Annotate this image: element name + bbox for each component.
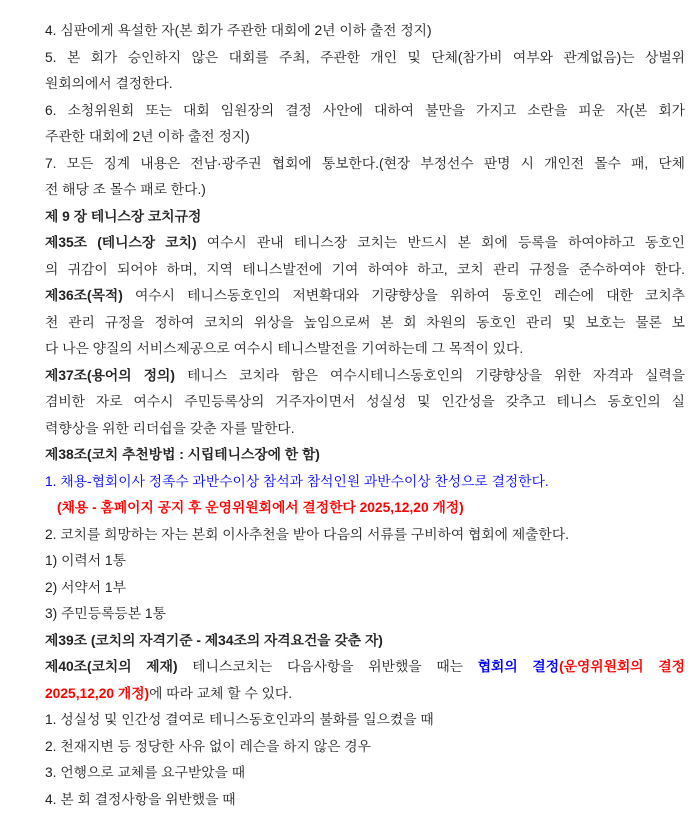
text-line <box>45 548 685 575</box>
text-segment: 4. 심판에게 욕설한 자(본 회가 주관한 대회에 2년 이하 출전 정지) <box>45 23 432 38</box>
text-segment: 여수시 테니스동호인의 저변확대와 기량향상을 위하여 동호인 레슨에 대한 코치추 <box>134 288 685 303</box>
text-segment: 2025,12,20 개정) <box>45 685 150 701</box>
text-segment: 천 관리 규정을 정하여 코치의 위상을 높임으로써 본 회 차원의 동호인 관리 및 보호는 물론 보 <box>45 314 685 330</box>
text-segment: 겸비한 자로 여수시 주민등록상의 거주자이면서 성실성 및 인간성을 갖추고 테니스 동호인의 실 <box>45 394 685 409</box>
text-segment: 협회의 결정 <box>477 659 560 674</box>
text-line <box>45 71 685 98</box>
text-line <box>45 257 685 284</box>
text-line <box>45 469 685 496</box>
text-line <box>45 787 685 814</box>
text-segment: (운영위원회의 결정 <box>559 659 685 674</box>
text-line <box>45 522 685 549</box>
text-line <box>45 124 685 151</box>
text-segment: 여수시 관내 테니스장 코치는 반드시 본 회에 등록을 하여야하고 동호인 <box>206 235 685 250</box>
text-line <box>45 442 685 469</box>
text-line <box>45 654 685 681</box>
text-segment: 테니스코치는 다음사항을 위반했을 때는 <box>192 659 478 674</box>
text-segment: 테니스 코치라 함은 여수시테니스동호인의 기량향상을 위한 자격과 실력을 <box>187 367 685 383</box>
text-line <box>45 601 685 628</box>
text-line <box>45 98 685 125</box>
text-segment: 전 해당 조 몰수 패로 한다.) <box>45 182 206 197</box>
text-line <box>45 177 685 204</box>
text-line <box>45 389 685 416</box>
document-body <box>45 18 685 813</box>
text-line <box>45 707 685 734</box>
text-line <box>45 151 685 178</box>
text-segment: 2. 코치를 희망하는 자는 본회 이사추천을 받아 다음의 서류를 구비하여 협회에 제출한다. <box>45 526 569 542</box>
text-segment: 원회의에서 결정한다. <box>45 76 173 91</box>
text-line <box>45 336 685 363</box>
text-segment: 력향상을 위한 리더쉽을 갖춘 자를 말한다. <box>45 420 295 436</box>
text-line <box>45 760 685 787</box>
text-segment: 3. 언행으로 교체를 요구받았을 때 <box>45 765 246 780</box>
text-segment: 1. 성실성 및 인간성 결여로 테니스동호인과의 불화를 일으켰을 때 <box>45 712 434 727</box>
text-line <box>45 628 685 655</box>
text-segment: 제39조 (코치의 자격기준 - 제34조의 자격요건을 갖춘 자) <box>45 632 383 648</box>
text-segment: 5. 본 회가 승인하지 않은 대회를 주최, 주관한 개인 및 단체(참가비 여부와 관계없음)는 상벌위 <box>45 49 685 65</box>
text-segment: 2. 천재지변 등 정당한 사유 없이 레슨을 하지 않은 경우 <box>45 738 371 754</box>
text-line <box>45 681 685 708</box>
text-segment: 의 귀감이 되어야 하며, 지역 테니스발전에 기여 하여야 하고, 코치 관리 규정을 준수하여야 한다. <box>45 261 685 277</box>
text-segment: (채용 - 홈페이지 공지 후 운영위원회에서 결정한다 2025,12,20 개정) <box>57 500 464 515</box>
text-segment: 2) 서약서 1부 <box>45 579 126 595</box>
text-line <box>45 204 685 231</box>
text-line <box>45 416 685 443</box>
text-segment: 제40조(코치의 제재) <box>45 659 193 674</box>
text-segment: 에 따라 교체 할 수 있다. <box>149 685 293 701</box>
text-line <box>45 310 685 337</box>
text-segment: 주관한 대회에 2년 이하 출전 정지) <box>45 129 250 144</box>
text-segment: 제 9 장 테니스장 코치규정 <box>45 208 202 224</box>
text-line <box>45 734 685 761</box>
text-segment: 4. 본 회 결정사항을 위반했을 때 <box>45 791 236 807</box>
text-segment: 3) 주민등록등본 1통 <box>45 606 166 621</box>
text-line <box>45 230 685 257</box>
text-segment: 다 나은 양질의 서비스제공으로 여수시 테니스발전을 기여하는데 그 목적이 있다. <box>45 341 524 356</box>
text-segment: 제36조(목적) <box>45 288 135 303</box>
text-line <box>45 495 685 522</box>
text-segment: 제38조(코치 추천방법 : 시립테니스장에 한 함) <box>45 447 320 462</box>
text-line <box>45 45 685 72</box>
text-segment: 1) 이력서 1통 <box>45 553 126 568</box>
text-segment: 6. 소청위원회 또는 대회 임원장의 결정 사안에 대하여 불만을 가지고 소란을 피운 자(본 회가 <box>45 102 685 118</box>
text-line <box>45 363 685 390</box>
text-segment: 1. 채용-협회이사 정족수 과반수이상 참석과 참석인원 과반수이상 찬성으로 결정한다. <box>45 473 549 489</box>
text-line <box>45 283 685 310</box>
text-line <box>45 18 685 45</box>
text-segment: 7. 모든 징계 내용은 전남·광주권 협회에 통보한다.(현장 부정선수 판명 시 개인전 몰수 패, 단체 <box>45 155 685 171</box>
text-segment: 제35조 (테니스장 코치) <box>45 235 207 250</box>
text-line <box>45 575 685 602</box>
text-segment: 제37조(용어의 정의) <box>45 367 188 383</box>
